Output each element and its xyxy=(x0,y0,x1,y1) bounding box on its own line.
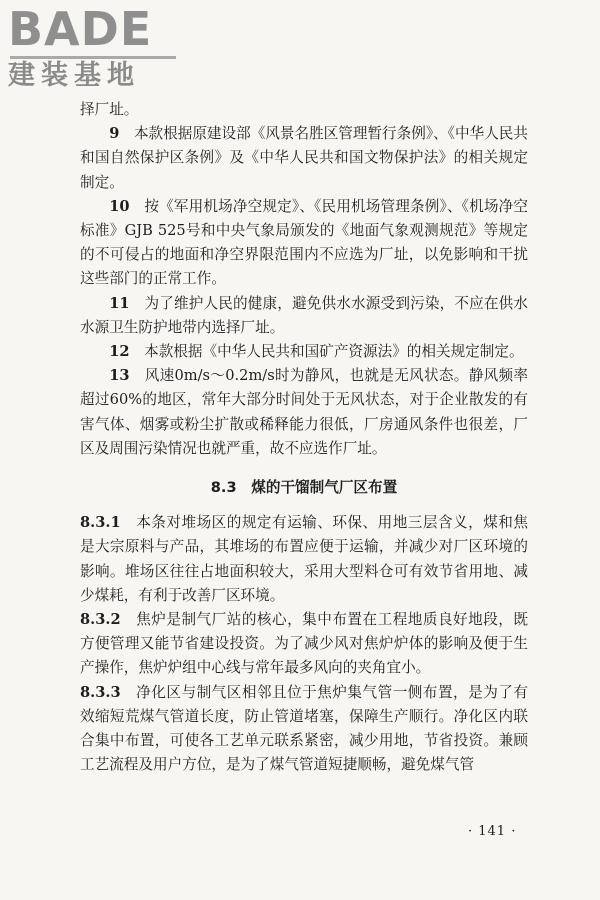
item-number: 10 xyxy=(109,197,130,215)
clause xyxy=(80,681,528,778)
intro-paragraph: 择厂址。 xyxy=(80,101,139,118)
clause-text: 本条对堆场区的规定有运输、环保、用地三层含义，煤和焦是大宗原料与产品，其堆场的布置应便于运输，并减少对厂区环境的影响。堆场区往往占地面积较大，采用大型料仓可有效节省用地、减少煤耗，有利于改善厂区环境。 xyxy=(80,514,528,604)
item-number: 9 xyxy=(109,125,120,143)
logo-divider xyxy=(10,56,176,59)
item-text: 本款根据原建设部《风景名胜区管理暂行条例》、《中华人民共和国自然保护区条例》及《中华人民共和国文物保护法》的相关规定制定。 xyxy=(80,125,528,191)
list-item xyxy=(80,292,528,340)
section-heading xyxy=(80,476,528,500)
section-number: 8.3 xyxy=(210,479,237,497)
item-text: 为了维护人民的健康，避免供水水源受到污染，不应在供水水源卫生防护地带内选择厂址。 xyxy=(80,294,528,336)
item-text: 风速0m/s～0.2m/s时为静风，也就是无风状态。静风频率超过60%的地区，常年大部分时间处于无风状态，对于企业散发的有害气体、烟雾或粉尘扩散或稀释能力很低，厂房通风条件也很差，厂区及周围污染情况也就严重，故不应选作厂址。 xyxy=(80,367,528,457)
clause xyxy=(80,511,528,608)
logo-subtitle: 建装基地 xyxy=(8,60,140,91)
clause xyxy=(80,608,528,681)
clause-text: 焦炉是制气厂站的核心，集中布置在工程地质良好地段，既方便管理又能节省建设投资。为了减少风对焦炉炉体的影响及便于生产操作，焦炉炉组中心线与常年最多风向的夹角宜小。 xyxy=(80,611,528,677)
item-number: 12 xyxy=(109,343,130,361)
item-number: 11 xyxy=(109,294,130,312)
list-item xyxy=(80,122,528,195)
list-item xyxy=(80,340,528,364)
item-number: 13 xyxy=(109,367,130,385)
logo-wordmark: BADE xyxy=(8,2,153,56)
list-item xyxy=(80,195,528,292)
clause-number: 8.3.3 xyxy=(80,683,121,701)
list-item xyxy=(80,364,528,461)
logo xyxy=(8,4,188,92)
item-text: 按《军用机场净空规定》、《民用机场管理条例》、《机场净空标准》GJB 525号和中央气象局颁发的《地面气象观测规范》等规定的不可侵占的地面和净空界限范围内不应选为厂址，以免影响和干扰这些部门的正常工作。 xyxy=(80,197,528,288)
page-number: · 141 · xyxy=(468,824,517,839)
item-text: 本款根据《中华人民共和国矿产资源法》的相关规定制定。 xyxy=(144,343,524,361)
clause-text: 净化区与制气区相邻且位于焦炉集气管一侧布置，是为了有效缩短荒煤气管道长度，防止管道堵塞，保障生产顺行。净化区内联合集中布置，可使各工艺单元联系紧密，减少用地，节省投资。兼顾工艺流程及用户方位，是为了煤气管道短捷顺畅，避免煤气管 xyxy=(80,683,528,774)
clause-number: 8.3.2 xyxy=(80,611,121,629)
section-title: 煤的干馏制气厂区布置 xyxy=(251,479,398,497)
clause-number: 8.3.1 xyxy=(80,514,121,532)
document-body xyxy=(80,98,528,777)
